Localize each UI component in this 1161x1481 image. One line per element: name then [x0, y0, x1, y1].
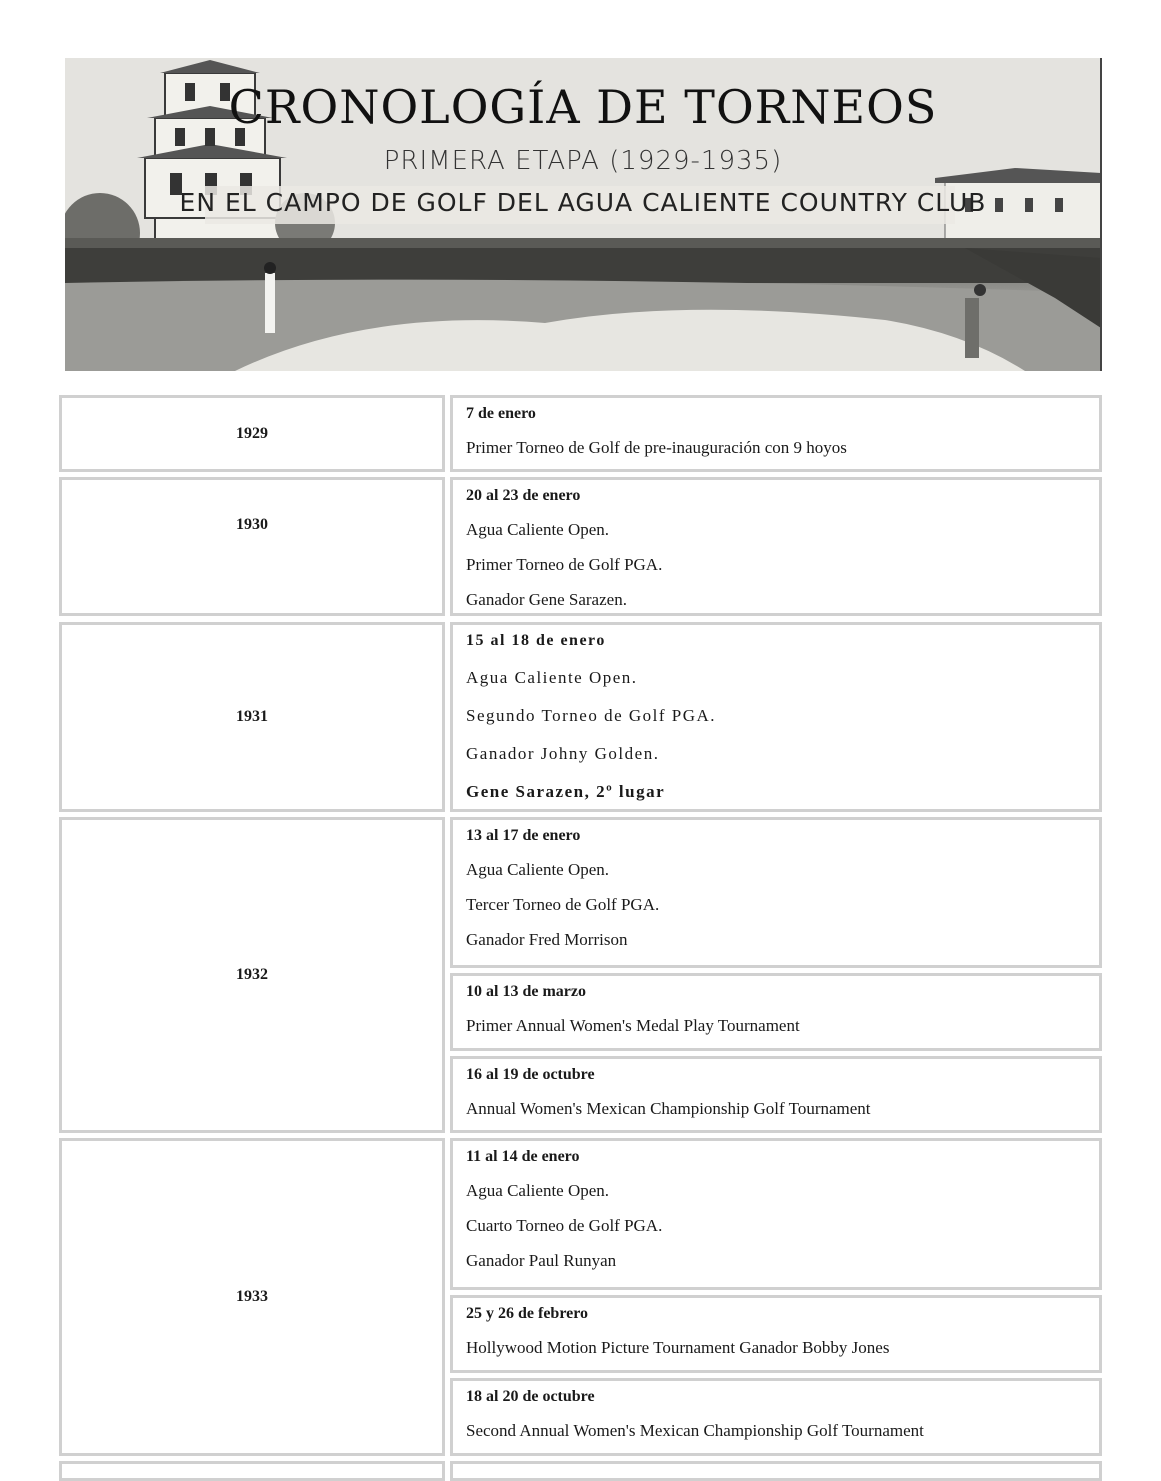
year-label: 1932 — [236, 966, 268, 983]
page-subtitle-location: EN EL CAMPO DE GOLF DEL AGUA CALIENTE COUNTRY CLUB — [179, 188, 987, 217]
event-line: Ganador Gene Sarazen. — [466, 590, 627, 609]
event-line: Second Annual Women's Mexican Championship Golf Tournament — [466, 1421, 924, 1440]
header-banner — [65, 58, 1101, 371]
event-line: Gene Sarazen, 2º lugar — [466, 782, 666, 801]
banner-border — [1100, 58, 1102, 371]
year-cell-1929 — [59, 395, 445, 472]
event-cell — [450, 817, 1102, 968]
event-line: Primer Torneo de Golf PGA. — [466, 555, 663, 574]
page-subtitle: PRIMERA ETAPA (1929-1935) — [383, 146, 783, 176]
event-cell — [450, 973, 1102, 1051]
event-line: Ganador Paul Runyan — [466, 1251, 617, 1270]
event-date: 7 de enero — [466, 405, 536, 422]
year-label: 1933 — [236, 1288, 268, 1305]
event-date: 10 al 13 de marzo — [466, 983, 586, 1000]
event-line: Hollywood Motion Picture Tournament Ganador Bobby Jones — [466, 1338, 890, 1357]
event-line: Cuarto Torneo de Golf PGA. — [466, 1216, 663, 1235]
event-date: 15 al 18 de enero — [466, 632, 606, 649]
year-cell-1933 — [59, 1138, 445, 1456]
event-line: Agua Caliente Open. — [466, 1181, 610, 1200]
event-cell — [450, 1138, 1102, 1290]
event-line: Primer Torneo de Golf de pre-inauguración con 9 hoyos — [466, 438, 847, 457]
event-date: 18 al 20 de octubre — [466, 1388, 595, 1405]
page-title: CRONOLOGÍA DE TORNEOS — [228, 80, 938, 134]
event-cell — [450, 477, 1102, 616]
event-date: 25 y 26 de febrero — [466, 1305, 589, 1322]
event-line: Agua Caliente Open. — [466, 668, 638, 687]
event-date: 13 al 17 de enero — [466, 827, 581, 844]
event-line: Tercer Torneo de Golf PGA. — [466, 895, 660, 914]
event-date: 11 al 14 de enero — [466, 1148, 580, 1165]
event-date: 20 al 23 de enero — [466, 487, 581, 504]
year-label: 1931 — [236, 708, 268, 725]
event-cell — [450, 622, 1102, 812]
event-cell — [450, 1056, 1102, 1133]
year-label: 1929 — [236, 424, 268, 442]
event-line: Ganador Fred Morrison — [466, 930, 628, 949]
event-cell-next — [450, 1461, 1102, 1481]
event-date: 16 al 19 de octubre — [466, 1066, 595, 1083]
year-cell-1930 — [59, 477, 445, 616]
event-line: Agua Caliente Open. — [466, 520, 610, 539]
event-line: Annual Women's Mexican Championship Golf Tournament — [466, 1099, 871, 1118]
year-cell-1931 — [59, 622, 445, 812]
year-label: 1930 — [236, 516, 268, 533]
event-cell — [450, 1378, 1102, 1456]
event-line: Primer Annual Women's Medal Play Tournament — [466, 1016, 800, 1035]
event-cell — [450, 1295, 1102, 1373]
event-line: Agua Caliente Open. — [466, 860, 610, 879]
event-line: Segundo Torneo de Golf PGA. — [466, 706, 717, 725]
year-cell-1932 — [59, 817, 445, 1133]
year-cell-next — [59, 1461, 445, 1481]
event-cell — [450, 395, 1102, 472]
event-line: Ganador Johny Golden. — [466, 744, 660, 763]
